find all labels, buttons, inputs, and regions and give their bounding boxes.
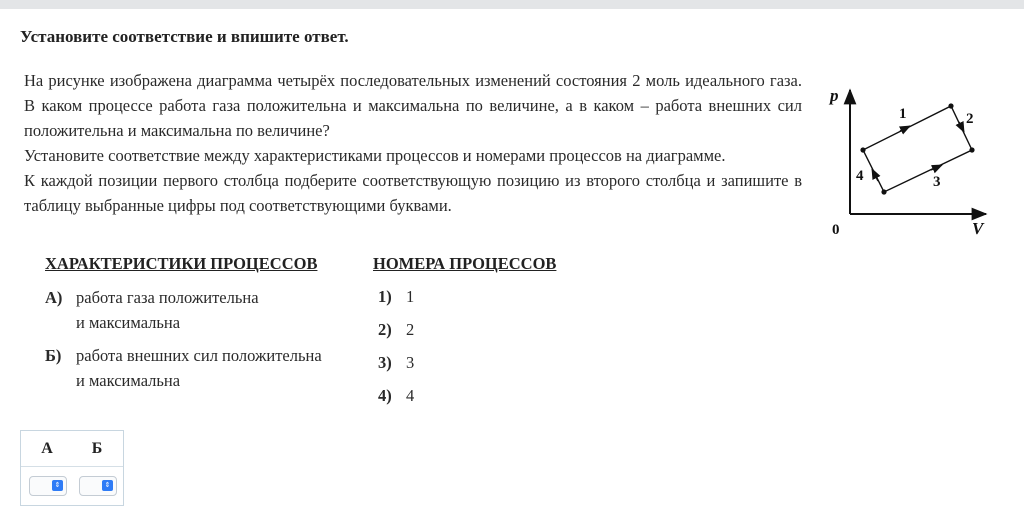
updown-chevron-icon: ⇕ xyxy=(52,480,63,491)
characteristic-text xyxy=(76,343,356,393)
process-label-3: 3 xyxy=(933,174,941,190)
option-2 xyxy=(378,320,414,340)
question-paragraph-2: Установите соответствие между характеристиками процессов и номерами процессов на диаграмме. xyxy=(24,146,726,165)
axis-y-label: p xyxy=(830,86,839,105)
characteristic-line: работа внешних сил положительна xyxy=(76,346,322,365)
pv-diagram xyxy=(826,84,996,240)
option-value: 1 xyxy=(406,287,415,306)
characteristic-line: и максимальна xyxy=(76,371,181,390)
state-point xyxy=(881,189,886,194)
option-3 xyxy=(378,353,414,373)
answer-table xyxy=(20,430,124,506)
option-1 xyxy=(378,287,414,307)
answer-header-b: Б xyxy=(91,440,103,457)
option-value: 2 xyxy=(406,320,415,339)
state-point xyxy=(969,147,974,152)
arrow-process-1 xyxy=(900,126,910,131)
characteristic-b xyxy=(45,343,365,393)
process-numbers-header: НОМЕРА ПРОЦЕССОВ xyxy=(373,254,557,273)
option-value: 4 xyxy=(406,386,415,405)
process-label-1: 1 xyxy=(899,106,907,122)
state-point xyxy=(860,147,865,152)
characteristic-key: А) xyxy=(45,288,63,307)
answer-select-b[interactable] xyxy=(79,476,117,496)
question-text xyxy=(24,68,802,218)
instruction-title: Установите соответствие и впишите ответ. xyxy=(20,27,349,46)
arrow-process-3 xyxy=(931,165,942,170)
cycle-path xyxy=(863,106,972,192)
characteristics-header: ХАРАКТЕРИСТИКИ ПРОЦЕССОВ xyxy=(45,254,318,273)
characteristic-a xyxy=(45,285,365,335)
characteristic-line: работа газа положительна xyxy=(76,288,259,307)
option-4 xyxy=(378,386,414,406)
question-paragraph-1: На рисунке изображена диаграмма четырёх последовательных изменений состояния 2 моль идеального газа. В каком процессе работа газа положительна и максимальна по величине, а в каком – работа внешних сил положительна и максимальна по величине? xyxy=(24,71,802,140)
option-key: 2) xyxy=(378,320,392,339)
option-key: 4) xyxy=(378,386,392,405)
option-key: 3) xyxy=(378,353,392,372)
characteristic-key: Б) xyxy=(45,346,62,365)
top-bar xyxy=(0,0,1024,9)
option-key: 1) xyxy=(378,287,392,306)
process-label-4: 4 xyxy=(856,168,864,184)
axis-x-label: V xyxy=(972,219,984,238)
characteristic-text xyxy=(76,285,356,335)
answer-select-a[interactable] xyxy=(29,476,67,496)
characteristic-line: и максимальна xyxy=(76,313,181,332)
updown-chevron-icon: ⇕ xyxy=(102,480,113,491)
question-paragraph-3: К каждой позиции первого столбца подберите соответствующую позицию из второго столбца и запишите в таблицу выбранные цифры под соответствующими буквами. xyxy=(24,171,802,215)
process-label-2: 2 xyxy=(966,111,974,127)
arrow-process-4 xyxy=(872,169,878,181)
answer-header-a: А xyxy=(41,440,53,457)
table-divider xyxy=(21,466,123,467)
state-point xyxy=(948,103,953,108)
arrow-process-2 xyxy=(959,122,964,132)
option-value: 3 xyxy=(406,353,415,372)
origin-label: 0 xyxy=(832,222,840,238)
